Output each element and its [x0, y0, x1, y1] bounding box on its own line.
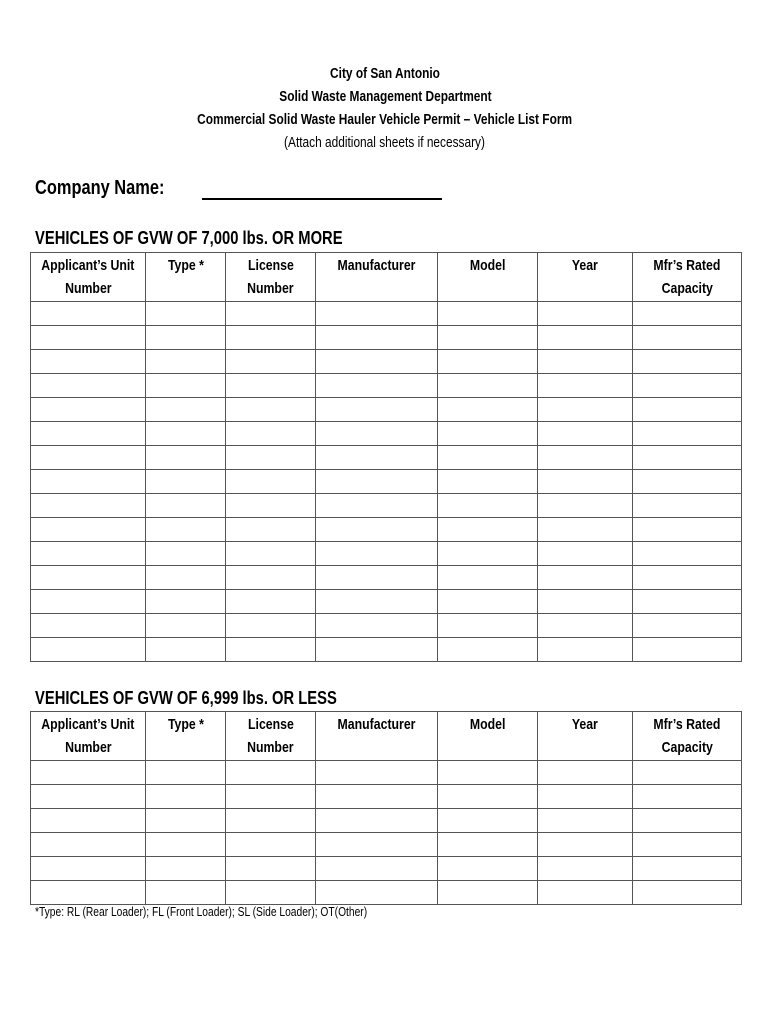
table-row [31, 590, 742, 614]
cell-rated-capacity[interactable] [633, 785, 742, 809]
cell-year[interactable] [538, 302, 633, 326]
table-row [31, 326, 742, 350]
cell-model[interactable] [438, 638, 538, 662]
cell-type[interactable] [146, 398, 226, 422]
cell-rated-capacity[interactable] [633, 566, 742, 590]
company-name-label: Company Name: [35, 177, 165, 199]
cell-license-number[interactable] [226, 614, 316, 638]
cell-type[interactable] [146, 518, 226, 542]
cell-manufacturer[interactable] [316, 833, 438, 857]
cell-license-number[interactable] [226, 302, 316, 326]
cell-license-number[interactable] [226, 350, 316, 374]
column-header-unit-number: Applicant’s Unit Number [31, 253, 146, 302]
cell-unit-number[interactable] [31, 350, 146, 374]
cell-license-number[interactable] [226, 857, 316, 881]
column-header-unit-number: Applicant’s Unit Number [31, 712, 146, 761]
cell-rated-capacity[interactable] [633, 326, 742, 350]
cell-manufacturer[interactable] [316, 326, 438, 350]
cell-license-number[interactable] [226, 809, 316, 833]
column-header-rated-capacity: Mfr’s Rated Capacity [633, 712, 742, 761]
cell-type[interactable] [146, 638, 226, 662]
cell-license-number[interactable] [226, 446, 316, 470]
cell-unit-number[interactable] [31, 809, 146, 833]
cell-rated-capacity[interactable] [633, 422, 742, 446]
cell-unit-number[interactable] [31, 785, 146, 809]
cell-type[interactable] [146, 302, 226, 326]
cell-unit-number[interactable] [31, 833, 146, 857]
light-vehicles-table [30, 711, 742, 905]
table-header-row [31, 253, 742, 302]
cell-year[interactable] [538, 857, 633, 881]
table-row [31, 518, 742, 542]
table-row [31, 566, 742, 590]
cell-type[interactable] [146, 857, 226, 881]
table-row [31, 494, 742, 518]
table-header-row [31, 712, 742, 761]
cell-rated-capacity[interactable] [633, 302, 742, 326]
table-row [31, 398, 742, 422]
cell-rated-capacity[interactable] [633, 350, 742, 374]
cell-type[interactable] [146, 542, 226, 566]
cell-model[interactable] [438, 374, 538, 398]
cell-year[interactable] [538, 761, 633, 785]
cell-license-number[interactable] [226, 494, 316, 518]
cell-rated-capacity[interactable] [633, 470, 742, 494]
cell-unit-number[interactable] [31, 422, 146, 446]
cell-model[interactable] [438, 470, 538, 494]
cell-model[interactable] [438, 785, 538, 809]
cell-year[interactable] [538, 833, 633, 857]
cell-license-number[interactable] [226, 881, 316, 905]
cell-license-number[interactable] [226, 542, 316, 566]
cell-type[interactable] [146, 374, 226, 398]
cell-type[interactable] [146, 809, 226, 833]
cell-unit-number[interactable] [31, 374, 146, 398]
cell-manufacturer[interactable] [316, 785, 438, 809]
cell-model[interactable] [438, 761, 538, 785]
cell-year[interactable] [538, 518, 633, 542]
cell-type[interactable] [146, 761, 226, 785]
cell-type[interactable] [146, 494, 226, 518]
cell-year[interactable] [538, 470, 633, 494]
cell-type[interactable] [146, 614, 226, 638]
cell-unit-number[interactable] [31, 494, 146, 518]
cell-license-number[interactable] [226, 590, 316, 614]
column-header-model: Model [438, 253, 538, 302]
cell-rated-capacity[interactable] [633, 638, 742, 662]
cell-manufacturer[interactable] [316, 398, 438, 422]
cell-model[interactable] [438, 833, 538, 857]
table-row [31, 542, 742, 566]
cell-year[interactable] [538, 326, 633, 350]
column-header-type: Type * [146, 712, 226, 761]
column-header-rated-capacity: Mfr’s Rated Capacity [633, 253, 742, 302]
cell-model[interactable] [438, 542, 538, 566]
cell-type[interactable] [146, 422, 226, 446]
table-row [31, 833, 742, 857]
cell-manufacturer[interactable] [316, 761, 438, 785]
table-row [31, 857, 742, 881]
cell-year[interactable] [538, 614, 633, 638]
cell-manufacturer[interactable] [316, 881, 438, 905]
table-row [31, 470, 742, 494]
department-title: Solid Waste Management Department [278, 89, 492, 105]
cell-type[interactable] [146, 566, 226, 590]
section-light-vehicles-title: VEHICLES OF GVW OF 6,999 lbs. OR LESS [35, 688, 337, 708]
cell-unit-number[interactable] [31, 326, 146, 350]
form-header [0, 63, 770, 155]
table-row [31, 350, 742, 374]
cell-unit-number[interactable] [31, 761, 146, 785]
column-header-type: Type * [146, 253, 226, 302]
cell-rated-capacity[interactable] [633, 590, 742, 614]
cell-model[interactable] [438, 326, 538, 350]
cell-unit-number[interactable] [31, 398, 146, 422]
cell-year[interactable] [538, 398, 633, 422]
cell-manufacturer[interactable] [316, 857, 438, 881]
cell-model[interactable] [438, 302, 538, 326]
cell-model[interactable] [438, 566, 538, 590]
city-title: City of San Antonio [330, 66, 440, 82]
cell-rated-capacity[interactable] [633, 542, 742, 566]
cell-manufacturer[interactable] [316, 809, 438, 833]
cell-unit-number[interactable] [31, 518, 146, 542]
cell-model[interactable] [438, 614, 538, 638]
cell-rated-capacity[interactable] [633, 809, 742, 833]
cell-model[interactable] [438, 446, 538, 470]
cell-year[interactable] [538, 542, 633, 566]
cell-type[interactable] [146, 446, 226, 470]
table-row [31, 422, 742, 446]
heavy-vehicles-table [30, 252, 742, 662]
cell-model[interactable] [438, 398, 538, 422]
cell-license-number[interactable] [226, 566, 316, 590]
cell-unit-number[interactable] [31, 614, 146, 638]
cell-type[interactable] [146, 881, 226, 905]
cell-rated-capacity[interactable] [633, 398, 742, 422]
cell-license-number[interactable] [226, 326, 316, 350]
table-row [31, 809, 742, 833]
table-row [31, 614, 742, 638]
cell-rated-capacity[interactable] [633, 857, 742, 881]
cell-model[interactable] [438, 518, 538, 542]
cell-year[interactable] [538, 785, 633, 809]
table-row [31, 302, 742, 326]
cell-year[interactable] [538, 638, 633, 662]
cell-model[interactable] [438, 422, 538, 446]
cell-rated-capacity[interactable] [633, 374, 742, 398]
cell-manufacturer[interactable] [316, 422, 438, 446]
cell-type[interactable] [146, 833, 226, 857]
cell-year[interactable] [538, 374, 633, 398]
cell-model[interactable] [438, 350, 538, 374]
cell-rated-capacity[interactable] [633, 494, 742, 518]
cell-license-number[interactable] [226, 785, 316, 809]
cell-year[interactable] [538, 422, 633, 446]
cell-manufacturer[interactable] [316, 470, 438, 494]
cell-type[interactable] [146, 785, 226, 809]
column-header-license-number: License Number [226, 253, 316, 302]
form-instruction: (Attach additional sheets if necessary) [284, 135, 486, 151]
section-heavy-vehicles-title: VEHICLES OF GVW OF 7,000 lbs. OR MORE [35, 228, 343, 248]
column-header-license-number: License Number [226, 712, 316, 761]
cell-type[interactable] [146, 470, 226, 494]
cell-year[interactable] [538, 446, 633, 470]
cell-manufacturer[interactable] [316, 374, 438, 398]
cell-unit-number[interactable] [31, 590, 146, 614]
column-header-manufacturer: Manufacturer [316, 253, 438, 302]
cell-license-number[interactable] [226, 470, 316, 494]
cell-license-number[interactable] [226, 833, 316, 857]
cell-license-number[interactable] [226, 374, 316, 398]
cell-manufacturer[interactable] [316, 542, 438, 566]
cell-rated-capacity[interactable] [633, 614, 742, 638]
column-header-year: Year [538, 253, 633, 302]
cell-license-number[interactable] [226, 398, 316, 422]
table-row [31, 761, 742, 785]
cell-rated-capacity[interactable] [633, 446, 742, 470]
cell-manufacturer[interactable] [316, 446, 438, 470]
cell-license-number[interactable] [226, 518, 316, 542]
cell-manufacturer[interactable] [316, 494, 438, 518]
cell-type[interactable] [146, 350, 226, 374]
cell-rated-capacity[interactable] [633, 518, 742, 542]
cell-model[interactable] [438, 590, 538, 614]
cell-license-number[interactable] [226, 761, 316, 785]
cell-year[interactable] [538, 494, 633, 518]
cell-unit-number[interactable] [31, 302, 146, 326]
cell-type[interactable] [146, 590, 226, 614]
cell-unit-number[interactable] [31, 542, 146, 566]
cell-manufacturer[interactable] [316, 302, 438, 326]
cell-license-number[interactable] [226, 422, 316, 446]
cell-type[interactable] [146, 326, 226, 350]
cell-year[interactable] [538, 809, 633, 833]
cell-manufacturer[interactable] [316, 614, 438, 638]
cell-unit-number[interactable] [31, 566, 146, 590]
table-row [31, 881, 742, 905]
company-name-field [35, 176, 442, 200]
table-row [31, 374, 742, 398]
cell-model[interactable] [438, 809, 538, 833]
cell-manufacturer[interactable] [316, 566, 438, 590]
cell-unit-number[interactable] [31, 638, 146, 662]
type-footnote: *Type: RL (Rear Loader); FL (Front Loader); SL (Side Loader); OT(Other) [35, 905, 368, 919]
table-row [31, 785, 742, 809]
cell-year[interactable] [538, 590, 633, 614]
cell-unit-number[interactable] [31, 881, 146, 905]
cell-model[interactable] [438, 857, 538, 881]
cell-manufacturer[interactable] [316, 518, 438, 542]
cell-model[interactable] [438, 881, 538, 905]
table-row [31, 638, 742, 662]
cell-rated-capacity[interactable] [633, 881, 742, 905]
cell-unit-number[interactable] [31, 446, 146, 470]
cell-year[interactable] [538, 350, 633, 374]
cell-unit-number[interactable] [31, 857, 146, 881]
cell-manufacturer[interactable] [316, 590, 438, 614]
company-name-blank[interactable] [202, 176, 442, 200]
table-row [31, 446, 742, 470]
column-header-model: Model [438, 712, 538, 761]
form-title: Commercial Solid Waste Hauler Vehicle Permit – Vehicle List Form [197, 112, 573, 128]
cell-manufacturer[interactable] [316, 350, 438, 374]
cell-manufacturer[interactable] [316, 638, 438, 662]
cell-license-number[interactable] [226, 638, 316, 662]
cell-year[interactable] [538, 566, 633, 590]
column-header-manufacturer: Manufacturer [316, 712, 438, 761]
cell-year[interactable] [538, 881, 633, 905]
cell-rated-capacity[interactable] [633, 761, 742, 785]
cell-model[interactable] [438, 494, 538, 518]
column-header-year: Year [538, 712, 633, 761]
cell-rated-capacity[interactable] [633, 833, 742, 857]
cell-unit-number[interactable] [31, 470, 146, 494]
